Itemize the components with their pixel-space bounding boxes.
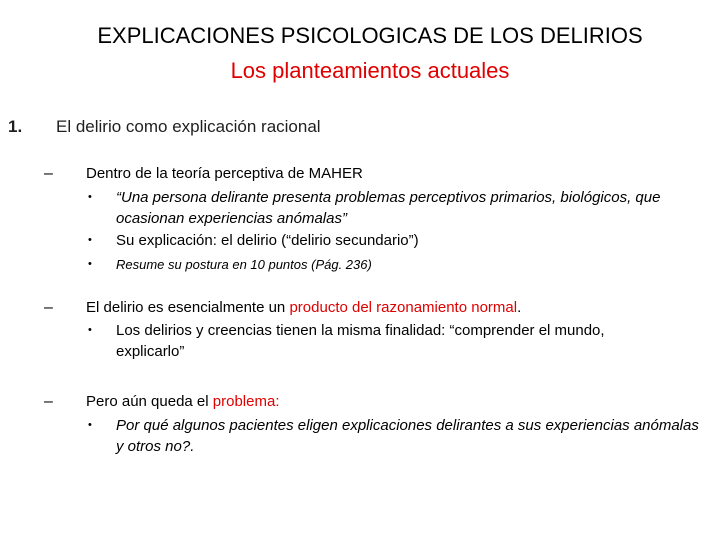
point1-item-3: Resume su postura en 10 puntos (Pág. 236) [116, 257, 372, 272]
slide-title: EXPLICACIONES PSICOLOGICAS DE LOS DELIRIOS [97, 23, 643, 48]
point1-item-1: “Una persona delirante presenta problemas perceptivos primarios, biológicos, que ocasionan experiencias anómalas” [116, 189, 661, 227]
bullet-marker: • [88, 258, 92, 270]
point3-heading-highlight: problema: [212, 393, 280, 410]
point3-item-1: Por qué algunos pacientes eligen explicaciones delirantes a sus experiencias anómalas y otros no?. [116, 417, 699, 455]
point2-heading-end: . [517, 299, 522, 316]
bullet-marker: • [88, 234, 92, 246]
dash-marker: – [44, 165, 53, 182]
section-number: 1. [8, 117, 23, 136]
section-title: El delirio como explicación racional [56, 117, 321, 136]
slide-subtitle: Los planteamientos actuales [230, 58, 510, 83]
point2-heading-highlight: producto del razonamiento normal [289, 299, 518, 316]
point3-heading [86, 392, 279, 412]
point2-heading [86, 298, 521, 318]
point1-heading: Dentro de la teoría perceptiva de MAHER [86, 165, 363, 182]
bullet-marker: • [88, 191, 92, 203]
point1-item-2: Su explicación: el delirio (“delirio secundario”) [116, 232, 419, 249]
bullet-marker: • [88, 419, 92, 431]
point2-item-1: Los delirios y creencias tienen la misma finalidad: “comprender el mundo, explicarlo” [116, 322, 605, 360]
bullet-marker: • [88, 324, 92, 336]
point3-heading-text: Pero aún queda el [86, 393, 213, 410]
dash-marker: – [44, 299, 53, 316]
point2-heading-text: El delirio es esencialmente un [86, 299, 290, 316]
dash-marker: – [44, 393, 53, 410]
